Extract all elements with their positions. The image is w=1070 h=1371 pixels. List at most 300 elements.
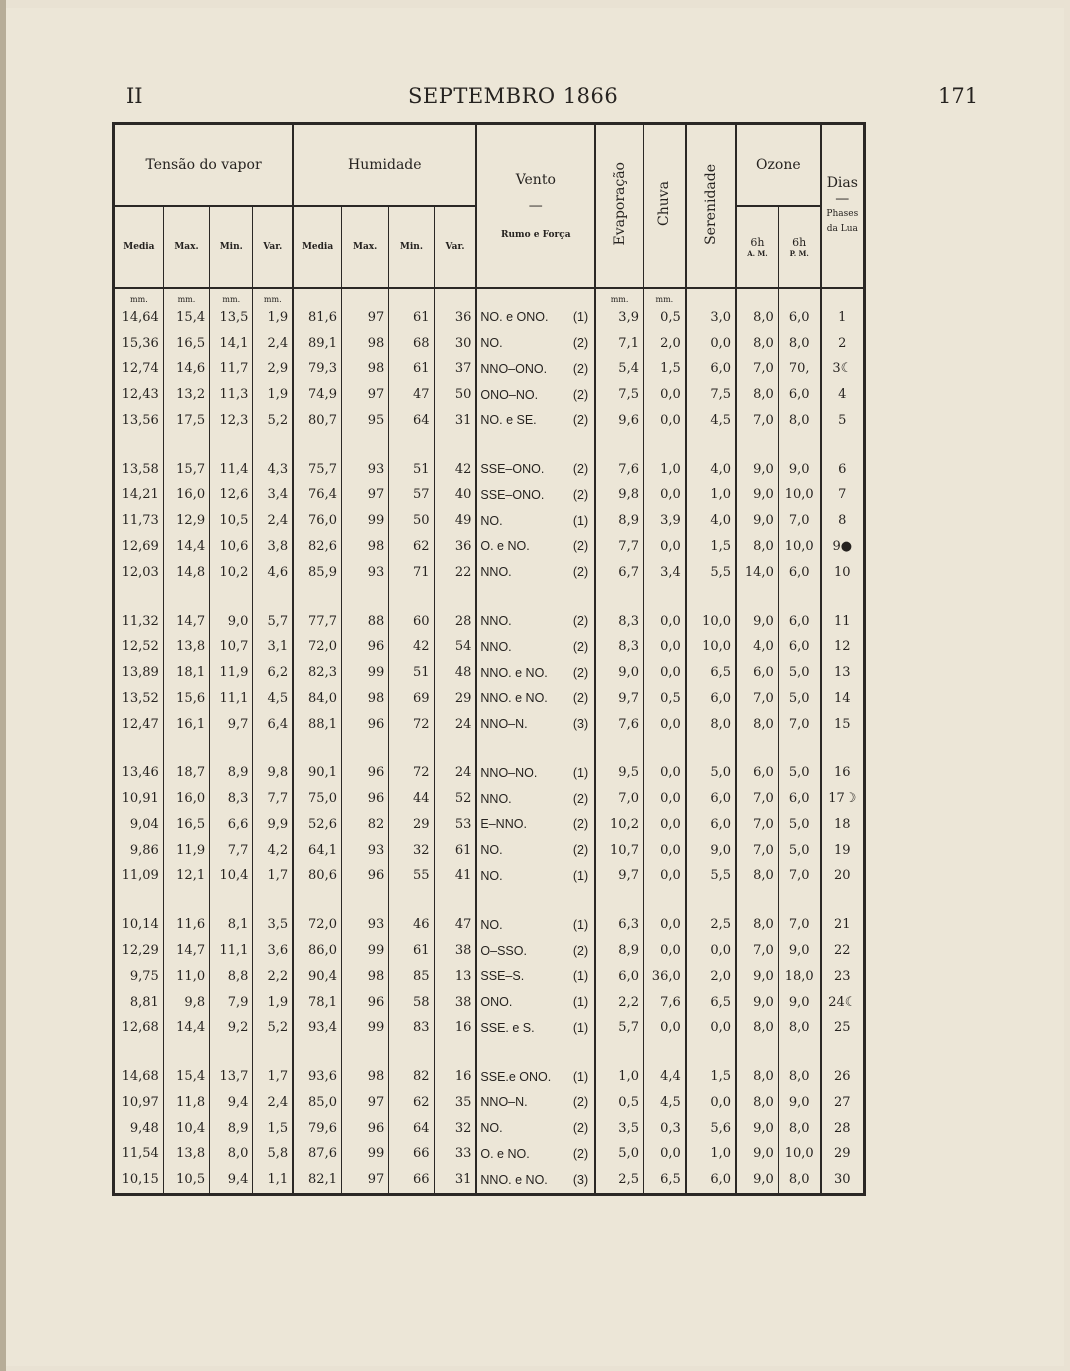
wind-direction: NO. [480, 1121, 503, 1136]
cell-ozone-pm: 5,0 [778, 660, 820, 686]
cell-humidade-media: 76,4 [293, 482, 341, 508]
wind-force: (1) [572, 1020, 589, 1035]
cell-ozone-pm: 9,0 [778, 456, 820, 482]
cell-tensao-max: 11,9 [163, 837, 209, 863]
cell-evaporacao: 6,3 [595, 912, 643, 938]
cell-ozone-pm: 8,0 [778, 1015, 820, 1041]
cell-serenidade: 4,0 [686, 508, 736, 534]
cell-tensao-min: 11,7 [210, 356, 253, 382]
cell-serenidade: 4,5 [686, 408, 736, 434]
cell-humidade-media: 93,6 [293, 1064, 341, 1090]
cell-ozone-am: 8,0 [736, 912, 778, 938]
cell-chuva: 0,0 [643, 1015, 685, 1041]
cell-tensao-media: 13,52 [121, 690, 159, 706]
cell-tensao-media: 9,48 [129, 1120, 159, 1136]
cell-humidade-min: 69 [389, 685, 434, 711]
cell-tensao-max: 14,7 [163, 608, 209, 634]
cell-humidade-media: 80,7 [293, 408, 341, 434]
cell-ozone-pm: 6,0 [778, 608, 820, 634]
cell-evaporacao: 5,0 [595, 1141, 643, 1167]
cell-vento [476, 989, 595, 1015]
cell-chuva: 3,4 [643, 559, 685, 585]
cell-serenidade: 0,0 [686, 1089, 736, 1115]
cell-tensao-media: 10,14 [121, 917, 159, 933]
cell-vento [476, 1015, 595, 1041]
subhead-media-tensao: Media [115, 206, 163, 288]
cell-humidade-media: 79,6 [293, 1115, 341, 1141]
cell-dia: 19 [821, 837, 863, 863]
cell-tensao-media: 12,68 [121, 1020, 159, 1036]
cell-humidade-var: 49 [434, 508, 476, 534]
cell-chuva: 0,0 [643, 660, 685, 686]
cell-dia: 22 [821, 938, 863, 964]
cell-serenidade: 0,0 [686, 330, 736, 356]
cell-vento [476, 760, 595, 786]
cell-tensao-min: 8,0 [210, 1141, 253, 1167]
cell-tensao-var: 1,7 [253, 1064, 293, 1090]
cell-vento [476, 304, 595, 330]
cell-humidade-media: 74,9 [293, 382, 341, 408]
cell-tensao-media: 9,04 [129, 816, 159, 832]
cell-tensao-var: 9,9 [253, 812, 293, 838]
cell-tensao-var: 1,1 [253, 1167, 293, 1193]
cell-chuva: 6,5 [643, 1167, 685, 1193]
cell-tensao-max: 12,1 [163, 863, 209, 889]
cell-serenidade: 6,0 [686, 1167, 736, 1193]
wind-force: (2) [572, 665, 589, 680]
cell-tensao-var: 2,9 [253, 356, 293, 382]
cell-evaporacao: 3,9 [595, 304, 643, 330]
cell-serenidade: 10,0 [686, 608, 736, 634]
cell-tensao-min: 8,1 [210, 912, 253, 938]
cell-evaporacao: 10,2 [595, 812, 643, 838]
cell-dia: 20 [821, 863, 863, 889]
cell-humidade-var: 30 [434, 330, 476, 356]
cell-humidade-var: 48 [434, 660, 476, 686]
wind-force: (2) [572, 614, 589, 628]
cell-humidade-max: 99 [341, 938, 388, 964]
cell-humidade-min: 64 [389, 408, 434, 434]
cell-humidade-media: 76,0 [293, 508, 341, 534]
cell-dia: 26 [821, 1064, 863, 1090]
cell-chuva: 0,5 [643, 685, 685, 711]
cell-vento [476, 482, 595, 508]
cell-humidade-var: 13 [434, 963, 476, 989]
table-row [115, 408, 863, 434]
wind-direction: SSE–ONO. [480, 462, 545, 477]
cell-dia: 12 [821, 634, 863, 660]
cell-tensao-var: 3,8 [253, 534, 293, 560]
table-row [115, 711, 863, 737]
cell-serenidade: 6,0 [686, 786, 736, 812]
cell-humidade-media: 75,0 [293, 786, 341, 812]
cell-evaporacao: 9,5 [595, 760, 643, 786]
cell-humidade-min: 82 [389, 1064, 434, 1090]
cell-tensao-min: 9,4 [210, 1089, 253, 1115]
cell-humidade-max: 96 [341, 989, 388, 1015]
cell-humidade-media: 84,0 [293, 685, 341, 711]
cell-vento [476, 1089, 595, 1115]
cell-chuva: 0,0 [643, 863, 685, 889]
cell-evaporacao: 7,5 [595, 382, 643, 408]
wind-force: (2) [572, 387, 589, 402]
cell-tensao-var: 2,4 [253, 508, 293, 534]
wind-direction: NNO. [480, 639, 512, 654]
wind-direction: NNO. [480, 614, 512, 628]
table-row [115, 482, 863, 508]
cell-humidade-max: 98 [341, 534, 388, 560]
cell-humidade-max: 93 [341, 912, 388, 938]
header-dias [821, 125, 863, 288]
cell-ozone-pm: 6,0 [778, 559, 820, 585]
cell-tensao-var: 1,5 [253, 1115, 293, 1141]
cell-humidade-media: 75,7 [293, 456, 341, 482]
cell-humidade-var: 16 [434, 1015, 476, 1041]
unit-mm: mm. [253, 288, 293, 304]
cell-serenidade: 5,0 [686, 760, 736, 786]
cell-tensao-min: 9,7 [210, 711, 253, 737]
cell-humidade-var: 53 [434, 812, 476, 838]
cell-evaporacao: 8,9 [595, 938, 643, 964]
table-row [115, 963, 863, 989]
cell-humidade-media: 80,6 [293, 863, 341, 889]
cell-vento [476, 912, 595, 938]
cell-tensao-var: 4,3 [253, 456, 293, 482]
wind-direction: NNO–ONO. [480, 361, 548, 376]
cell-evaporacao: 0,5 [595, 1089, 643, 1115]
cell-vento [476, 382, 595, 408]
wind-force: (2) [572, 1095, 589, 1110]
cell-humidade-media: 86,0 [293, 938, 341, 964]
table-row [115, 1089, 863, 1115]
cell-ozone-pm: 10,0 [778, 534, 820, 560]
cell-chuva: 0,0 [643, 1141, 685, 1167]
cell-ozone-pm: 7,0 [778, 912, 820, 938]
cell-humidade-min: 66 [389, 1141, 434, 1167]
cell-vento [476, 330, 595, 356]
cell-tensao-max: 16,5 [163, 812, 209, 838]
cell-tensao-min: 11,3 [210, 382, 253, 408]
cell-humidade-max: 99 [341, 508, 388, 534]
cell-humidade-max: 97 [341, 304, 388, 330]
cell-tensao-var: 5,7 [253, 608, 293, 634]
cell-ozone-pm: 18,0 [778, 963, 820, 989]
cell-humidade-min: 72 [389, 760, 434, 786]
cell-vento [476, 356, 595, 382]
page-number: 171 [938, 84, 979, 108]
wind-direction: NNO. e NO. [480, 691, 548, 706]
cell-ozone-am: 4,0 [736, 634, 778, 660]
cell-tensao-media: 9,75 [129, 968, 159, 984]
cell-humidade-var: 52 [434, 786, 476, 812]
cell-humidade-media: 72,0 [293, 634, 341, 660]
cell-humidade-media: 90,1 [293, 760, 341, 786]
cell-chuva: 0,3 [643, 1115, 685, 1141]
cell-ozone-pm: 5,0 [778, 685, 820, 711]
cell-tensao-media: 13,58 [121, 461, 159, 477]
cell-vento [476, 559, 595, 585]
cell-humidade-min: 72 [389, 711, 434, 737]
cell-chuva: 0,0 [643, 938, 685, 964]
cell-tensao-min: 12,6 [210, 482, 253, 508]
cell-chuva: 0,0 [643, 482, 685, 508]
cell-humidade-var: 42 [434, 456, 476, 482]
cell-humidade-var: 28 [434, 608, 476, 634]
cell-chuva: 3,9 [643, 508, 685, 534]
cell-serenidade: 5,5 [686, 863, 736, 889]
wind-force: (3) [572, 717, 589, 732]
cell-evaporacao: 6,7 [595, 559, 643, 585]
cell-ozone-am: 8,0 [736, 863, 778, 889]
cell-humidade-min: 62 [389, 1089, 434, 1115]
cell-tensao-var: 4,2 [253, 837, 293, 863]
cell-tensao-media: 14,21 [121, 487, 159, 503]
table-row [115, 534, 863, 560]
wind-force: (1) [572, 310, 589, 325]
cell-tensao-var: 9,8 [253, 760, 293, 786]
cell-tensao-max: 13,8 [163, 1141, 209, 1167]
subhead-media-humidade: Media [293, 206, 341, 288]
cell-serenidade: 7,5 [686, 382, 736, 408]
cell-humidade-media: 77,7 [293, 608, 341, 634]
cell-evaporacao: 1,0 [595, 1064, 643, 1090]
wind-direction: NO. e ONO. [480, 310, 549, 325]
cell-chuva: 7,6 [643, 989, 685, 1015]
cell-ozone-pm: 8,0 [778, 1115, 820, 1141]
cell-tensao-media: 10,15 [121, 1172, 159, 1188]
vento-dash: — [528, 198, 543, 214]
wind-direction: O. e NO. [480, 539, 530, 554]
cell-ozone-am: 9,0 [736, 1167, 778, 1193]
cell-tensao-media: 15,36 [121, 335, 159, 351]
wind-direction: NO. [480, 843, 503, 858]
cell-humidade-media: 82,1 [293, 1167, 341, 1193]
table-row [115, 660, 863, 686]
cell-tensao-min: 10,4 [210, 863, 253, 889]
cell-chuva: 4,5 [643, 1089, 685, 1115]
cell-humidade-media: 82,3 [293, 660, 341, 686]
cell-vento [476, 456, 595, 482]
wind-force: (2) [572, 639, 589, 654]
wind-direction: NNO–N. [480, 717, 528, 732]
cell-humidade-min: 51 [389, 456, 434, 482]
table-row [115, 356, 863, 382]
cell-tensao-media: 10,97 [121, 1094, 159, 1110]
cell-humidade-var: 24 [434, 760, 476, 786]
cell-evaporacao: 6,0 [595, 963, 643, 989]
cell-serenidade: 6,0 [686, 685, 736, 711]
cell-tensao-max: 11,6 [163, 912, 209, 938]
dias-subtitle: Phases da Lua [826, 209, 859, 234]
wind-force: (2) [572, 361, 589, 376]
cell-ozone-pm: 6,0 [778, 304, 820, 330]
cell-serenidade: 6,0 [686, 356, 736, 382]
cell-tensao-min: 6,6 [210, 812, 253, 838]
cell-tensao-media: 8,81 [129, 994, 159, 1010]
unit-mm: mm. [130, 295, 148, 305]
cell-vento [476, 863, 595, 889]
header-vento [476, 125, 595, 288]
cell-serenidade: 0,0 [686, 1015, 736, 1041]
subhead-max-humidade: Max. [341, 206, 388, 288]
wind-direction: E–NNO. [480, 817, 527, 832]
cell-tensao-min: 13,7 [210, 1064, 253, 1090]
cell-humidade-max: 96 [341, 786, 388, 812]
cell-tensao-min: 11,1 [210, 685, 253, 711]
cell-tensao-media: 13,89 [121, 665, 159, 681]
cell-tensao-min: 9,2 [210, 1015, 253, 1041]
header-ozone: Ozone [736, 125, 821, 206]
table-row [115, 1115, 863, 1141]
cell-ozone-am: 9,0 [736, 456, 778, 482]
cell-humidade-var: 40 [434, 482, 476, 508]
cell-humidade-max: 98 [341, 963, 388, 989]
cell-tensao-var: 1,9 [253, 304, 293, 330]
cell-humidade-min: 51 [389, 660, 434, 686]
cell-tensao-max: 14,7 [163, 938, 209, 964]
wind-direction: NNO–N. [480, 1095, 528, 1110]
cell-ozone-am: 7,0 [736, 786, 778, 812]
table-body [115, 288, 863, 1193]
cell-dia: 1 [821, 304, 863, 330]
cell-dia: 13 [821, 660, 863, 686]
wind-direction: SSE–ONO. [480, 487, 545, 502]
cell-tensao-media: 14,68 [121, 1069, 159, 1085]
cell-serenidade: 3,0 [686, 304, 736, 330]
cell-tensao-media: 12,43 [121, 387, 159, 403]
cell-chuva: 0,0 [643, 608, 685, 634]
cell-chuva: 1,5 [643, 356, 685, 382]
cell-tensao-max: 15,6 [163, 685, 209, 711]
cell-evaporacao: 2,5 [595, 1167, 643, 1193]
cell-ozone-am: 9,0 [736, 963, 778, 989]
cell-humidade-min: 62 [389, 534, 434, 560]
cell-ozone-am: 8,0 [736, 711, 778, 737]
cell-tensao-max: 18,1 [163, 660, 209, 686]
cell-tensao-max: 10,5 [163, 1167, 209, 1193]
wind-direction: ONO–NO. [480, 387, 539, 402]
units-row [115, 288, 863, 304]
cell-evaporacao: 2,2 [595, 989, 643, 1015]
cell-dia: 11 [821, 608, 863, 634]
cell-tensao-max: 16,0 [163, 786, 209, 812]
cell-tensao-min: 10,2 [210, 559, 253, 585]
table-head [115, 125, 863, 288]
cell-evaporacao: 10,7 [595, 837, 643, 863]
cell-dia: 14 [821, 685, 863, 711]
unit-mm: mm. [163, 288, 209, 304]
cell-dia: 10 [821, 559, 863, 585]
cell-humidade-max: 96 [341, 760, 388, 786]
cell-ozone-pm: 9,0 [778, 1089, 820, 1115]
cell-tensao-max: 11,0 [163, 963, 209, 989]
cell-ozone-am: 6,0 [736, 660, 778, 686]
cell-humidade-max: 98 [341, 330, 388, 356]
cell-humidade-min: 68 [389, 330, 434, 356]
cell-chuva: 0,0 [643, 634, 685, 660]
cell-humidade-max: 97 [341, 382, 388, 408]
table-row [115, 1015, 863, 1041]
cell-evaporacao: 7,1 [595, 330, 643, 356]
cell-serenidade: 4,0 [686, 456, 736, 482]
cell-humidade-var: 38 [434, 989, 476, 1015]
vento-title: Vento [515, 172, 556, 188]
cell-evaporacao: 9,7 [595, 863, 643, 889]
cell-tensao-max: 16,1 [163, 711, 209, 737]
cell-vento [476, 837, 595, 863]
cell-evaporacao: 9,7 [595, 685, 643, 711]
cell-vento [476, 608, 595, 634]
cell-tensao-media: 12,03 [121, 564, 159, 580]
cell-humidade-media: 85,0 [293, 1089, 341, 1115]
cell-tensao-min: 7,9 [210, 989, 253, 1015]
cell-vento [476, 1064, 595, 1090]
cell-humidade-min: 83 [389, 1015, 434, 1041]
wind-force: (2) [572, 487, 589, 502]
wind-direction: NNO. [480, 791, 512, 806]
cell-humidade-max: 93 [341, 559, 388, 585]
cell-ozone-am: 7,0 [736, 812, 778, 838]
cell-ozone-pm: 8,0 [778, 1064, 820, 1090]
cell-tensao-max: 14,6 [163, 356, 209, 382]
wind-force: (1) [572, 995, 589, 1010]
cell-humidade-var: 35 [434, 1089, 476, 1115]
cell-chuva: 0,0 [643, 534, 685, 560]
cell-humidade-var: 36 [434, 304, 476, 330]
cell-humidade-var: 50 [434, 382, 476, 408]
cell-tensao-min: 8,8 [210, 963, 253, 989]
cell-humidade-min: 64 [389, 1115, 434, 1141]
cell-humidade-min: 66 [389, 1167, 434, 1193]
cell-humidade-media: 72,0 [293, 912, 341, 938]
cell-ozone-pm: 7,0 [778, 711, 820, 737]
wind-force: (2) [572, 539, 589, 554]
cell-tensao-media: 13,56 [121, 412, 159, 428]
cell-humidade-max: 93 [341, 456, 388, 482]
cell-humidade-var: 61 [434, 837, 476, 863]
cell-humidade-min: 55 [389, 863, 434, 889]
cell-tensao-min: 11,1 [210, 938, 253, 964]
cell-tensao-media: 11,09 [121, 868, 159, 884]
wind-direction: SSE–S. [480, 969, 525, 984]
table-row [115, 837, 863, 863]
cell-humidade-max: 99 [341, 1141, 388, 1167]
table-row [115, 608, 863, 634]
cell-tensao-var: 3,5 [253, 912, 293, 938]
cell-ozone-pm: 8,0 [778, 330, 820, 356]
cell-ozone-am: 7,0 [736, 685, 778, 711]
cell-humidade-max: 99 [341, 660, 388, 686]
cell-serenidade: 8,0 [686, 711, 736, 737]
cell-humidade-min: 46 [389, 912, 434, 938]
cell-humidade-media: 87,6 [293, 1141, 341, 1167]
cell-serenidade: 5,6 [686, 1115, 736, 1141]
wind-force: (1) [572, 917, 589, 932]
table-row [115, 812, 863, 838]
cell-humidade-var: 16 [434, 1064, 476, 1090]
cell-dia: 23 [821, 963, 863, 989]
cell-vento [476, 408, 595, 434]
table-row [115, 1167, 863, 1193]
cell-tensao-min: 10,5 [210, 508, 253, 534]
cell-tensao-max: 16,0 [163, 482, 209, 508]
cell-ozone-am: 9,0 [736, 608, 778, 634]
wind-direction: NO. [480, 513, 503, 528]
cell-ozone-pm: 7,0 [778, 508, 820, 534]
cell-ozone-pm: 7,0 [778, 863, 820, 889]
cell-ozone-am: 8,0 [736, 534, 778, 560]
cell-tensao-max: 14,4 [163, 1015, 209, 1041]
